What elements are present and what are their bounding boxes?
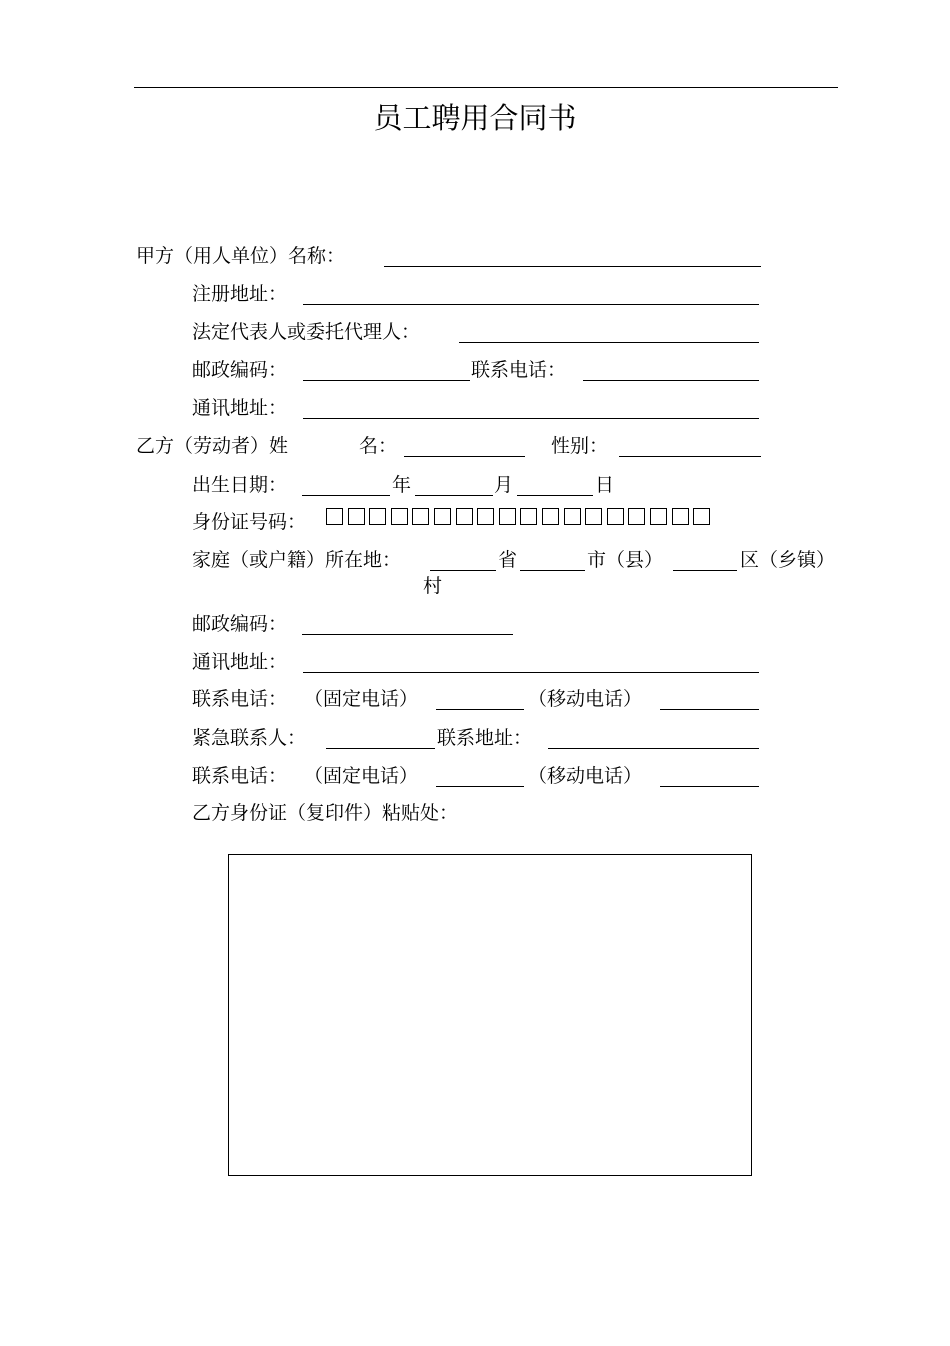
id-digit-box[interactable] — [564, 508, 581, 525]
home-city-label: 市（县） — [587, 549, 664, 571]
id-digit-box[interactable] — [585, 508, 602, 525]
contact-address-field[interactable] — [548, 748, 759, 749]
home-province-label: 省 — [498, 549, 518, 571]
party-b-home-label: 家庭（或户籍）所在地： — [192, 549, 402, 571]
contact-address-label: 联系地址： — [437, 727, 533, 749]
party-a-phone-field[interactable] — [583, 380, 759, 381]
party-b-phone-label: 联系电话： — [192, 688, 288, 710]
id-digit-box[interactable] — [412, 508, 429, 525]
emergency-mobile-phone-field[interactable] — [660, 786, 759, 787]
birth-month-label: 月 — [494, 474, 514, 496]
party-b-mobile-phone-field[interactable] — [660, 709, 759, 710]
home-district-label: 区（乡镇） — [740, 549, 836, 571]
emergency-phone-label: 联系电话： — [192, 765, 288, 787]
party-b-mail-address-field[interactable] — [303, 672, 759, 673]
id-digit-box[interactable] — [348, 508, 365, 525]
party-a-mail-address-label: 通讯地址： — [192, 397, 288, 419]
party-b-gender-field[interactable] — [619, 456, 761, 457]
party-a-legal-rep-field[interactable] — [459, 342, 759, 343]
header-rule — [134, 87, 838, 88]
party-a-postcode-field[interactable] — [303, 380, 470, 381]
id-digit-box[interactable] — [520, 508, 537, 525]
party-a-postcode-label: 邮政编码： — [192, 359, 288, 381]
party-b-mail-address-label: 通讯地址： — [192, 651, 288, 673]
birth-day-field[interactable] — [517, 495, 593, 496]
birth-year-field[interactable] — [302, 495, 390, 496]
id-digit-box[interactable] — [672, 508, 689, 525]
party-b-fixed-phone-field[interactable] — [436, 709, 524, 710]
id-digit-box[interactable] — [693, 508, 710, 525]
party-b-postcode-label: 邮政编码： — [192, 613, 288, 635]
id-digit-box[interactable] — [456, 508, 473, 525]
party-b-name-label-b: 名： — [359, 435, 398, 457]
id-number-boxes[interactable] — [326, 508, 715, 525]
id-digit-box[interactable] — [391, 508, 408, 525]
party-a-reg-address-label: 注册地址： — [192, 283, 288, 305]
party-b-postcode-field[interactable] — [302, 634, 513, 635]
id-copy-paste-area[interactable] — [228, 854, 752, 1176]
id-digit-box[interactable] — [326, 508, 343, 525]
party-b-id-label: 身份证号码： — [192, 511, 307, 533]
home-city-field[interactable] — [520, 570, 585, 571]
birth-month-field[interactable] — [415, 495, 493, 496]
id-digit-box[interactable] — [477, 508, 494, 525]
home-village-label: 村 — [423, 575, 443, 597]
home-district-field[interactable] — [673, 570, 737, 571]
party-b-birth-label: 出生日期： — [192, 474, 288, 496]
id-digit-box[interactable] — [607, 508, 624, 525]
party-a-reg-address-field[interactable] — [303, 304, 759, 305]
birth-day-label: 日 — [595, 474, 615, 496]
document-title: 员工聘用合同书 — [373, 101, 577, 135]
id-digit-box[interactable] — [628, 508, 645, 525]
party-a-name-label: 甲方（用人单位）名称： — [136, 245, 346, 267]
id-digit-box[interactable] — [499, 508, 516, 525]
party-b-fixed-phone-label: （固定电话） — [304, 688, 419, 710]
party-a-name-field[interactable] — [384, 266, 761, 267]
party-b-name-field[interactable] — [404, 456, 525, 457]
id-digit-box[interactable] — [369, 508, 386, 525]
party-b-gender-label: 性别： — [551, 435, 609, 457]
party-b-name-label-a: 乙方（劳动者）姓 — [136, 435, 289, 457]
id-copy-label: 乙方身份证（复印件）粘贴处： — [192, 802, 459, 824]
party-b-mobile-phone-label: （移动电话） — [528, 688, 643, 710]
emergency-fixed-phone-field[interactable] — [436, 786, 524, 787]
party-a-phone-label: 联系电话： — [471, 359, 567, 381]
birth-year-label: 年 — [392, 474, 412, 496]
emergency-contact-field[interactable] — [326, 748, 435, 749]
id-digit-box[interactable] — [434, 508, 451, 525]
id-digit-box[interactable] — [650, 508, 667, 525]
emergency-contact-label: 紧急联系人： — [192, 727, 307, 749]
party-a-mail-address-field[interactable] — [303, 418, 759, 419]
emergency-fixed-phone-label: （固定电话） — [304, 765, 419, 787]
id-digit-box[interactable] — [542, 508, 559, 525]
emergency-mobile-phone-label: （移动电话） — [528, 765, 643, 787]
party-a-legal-rep-label: 法定代表人或委托代理人： — [192, 321, 421, 343]
home-province-field[interactable] — [430, 570, 496, 571]
